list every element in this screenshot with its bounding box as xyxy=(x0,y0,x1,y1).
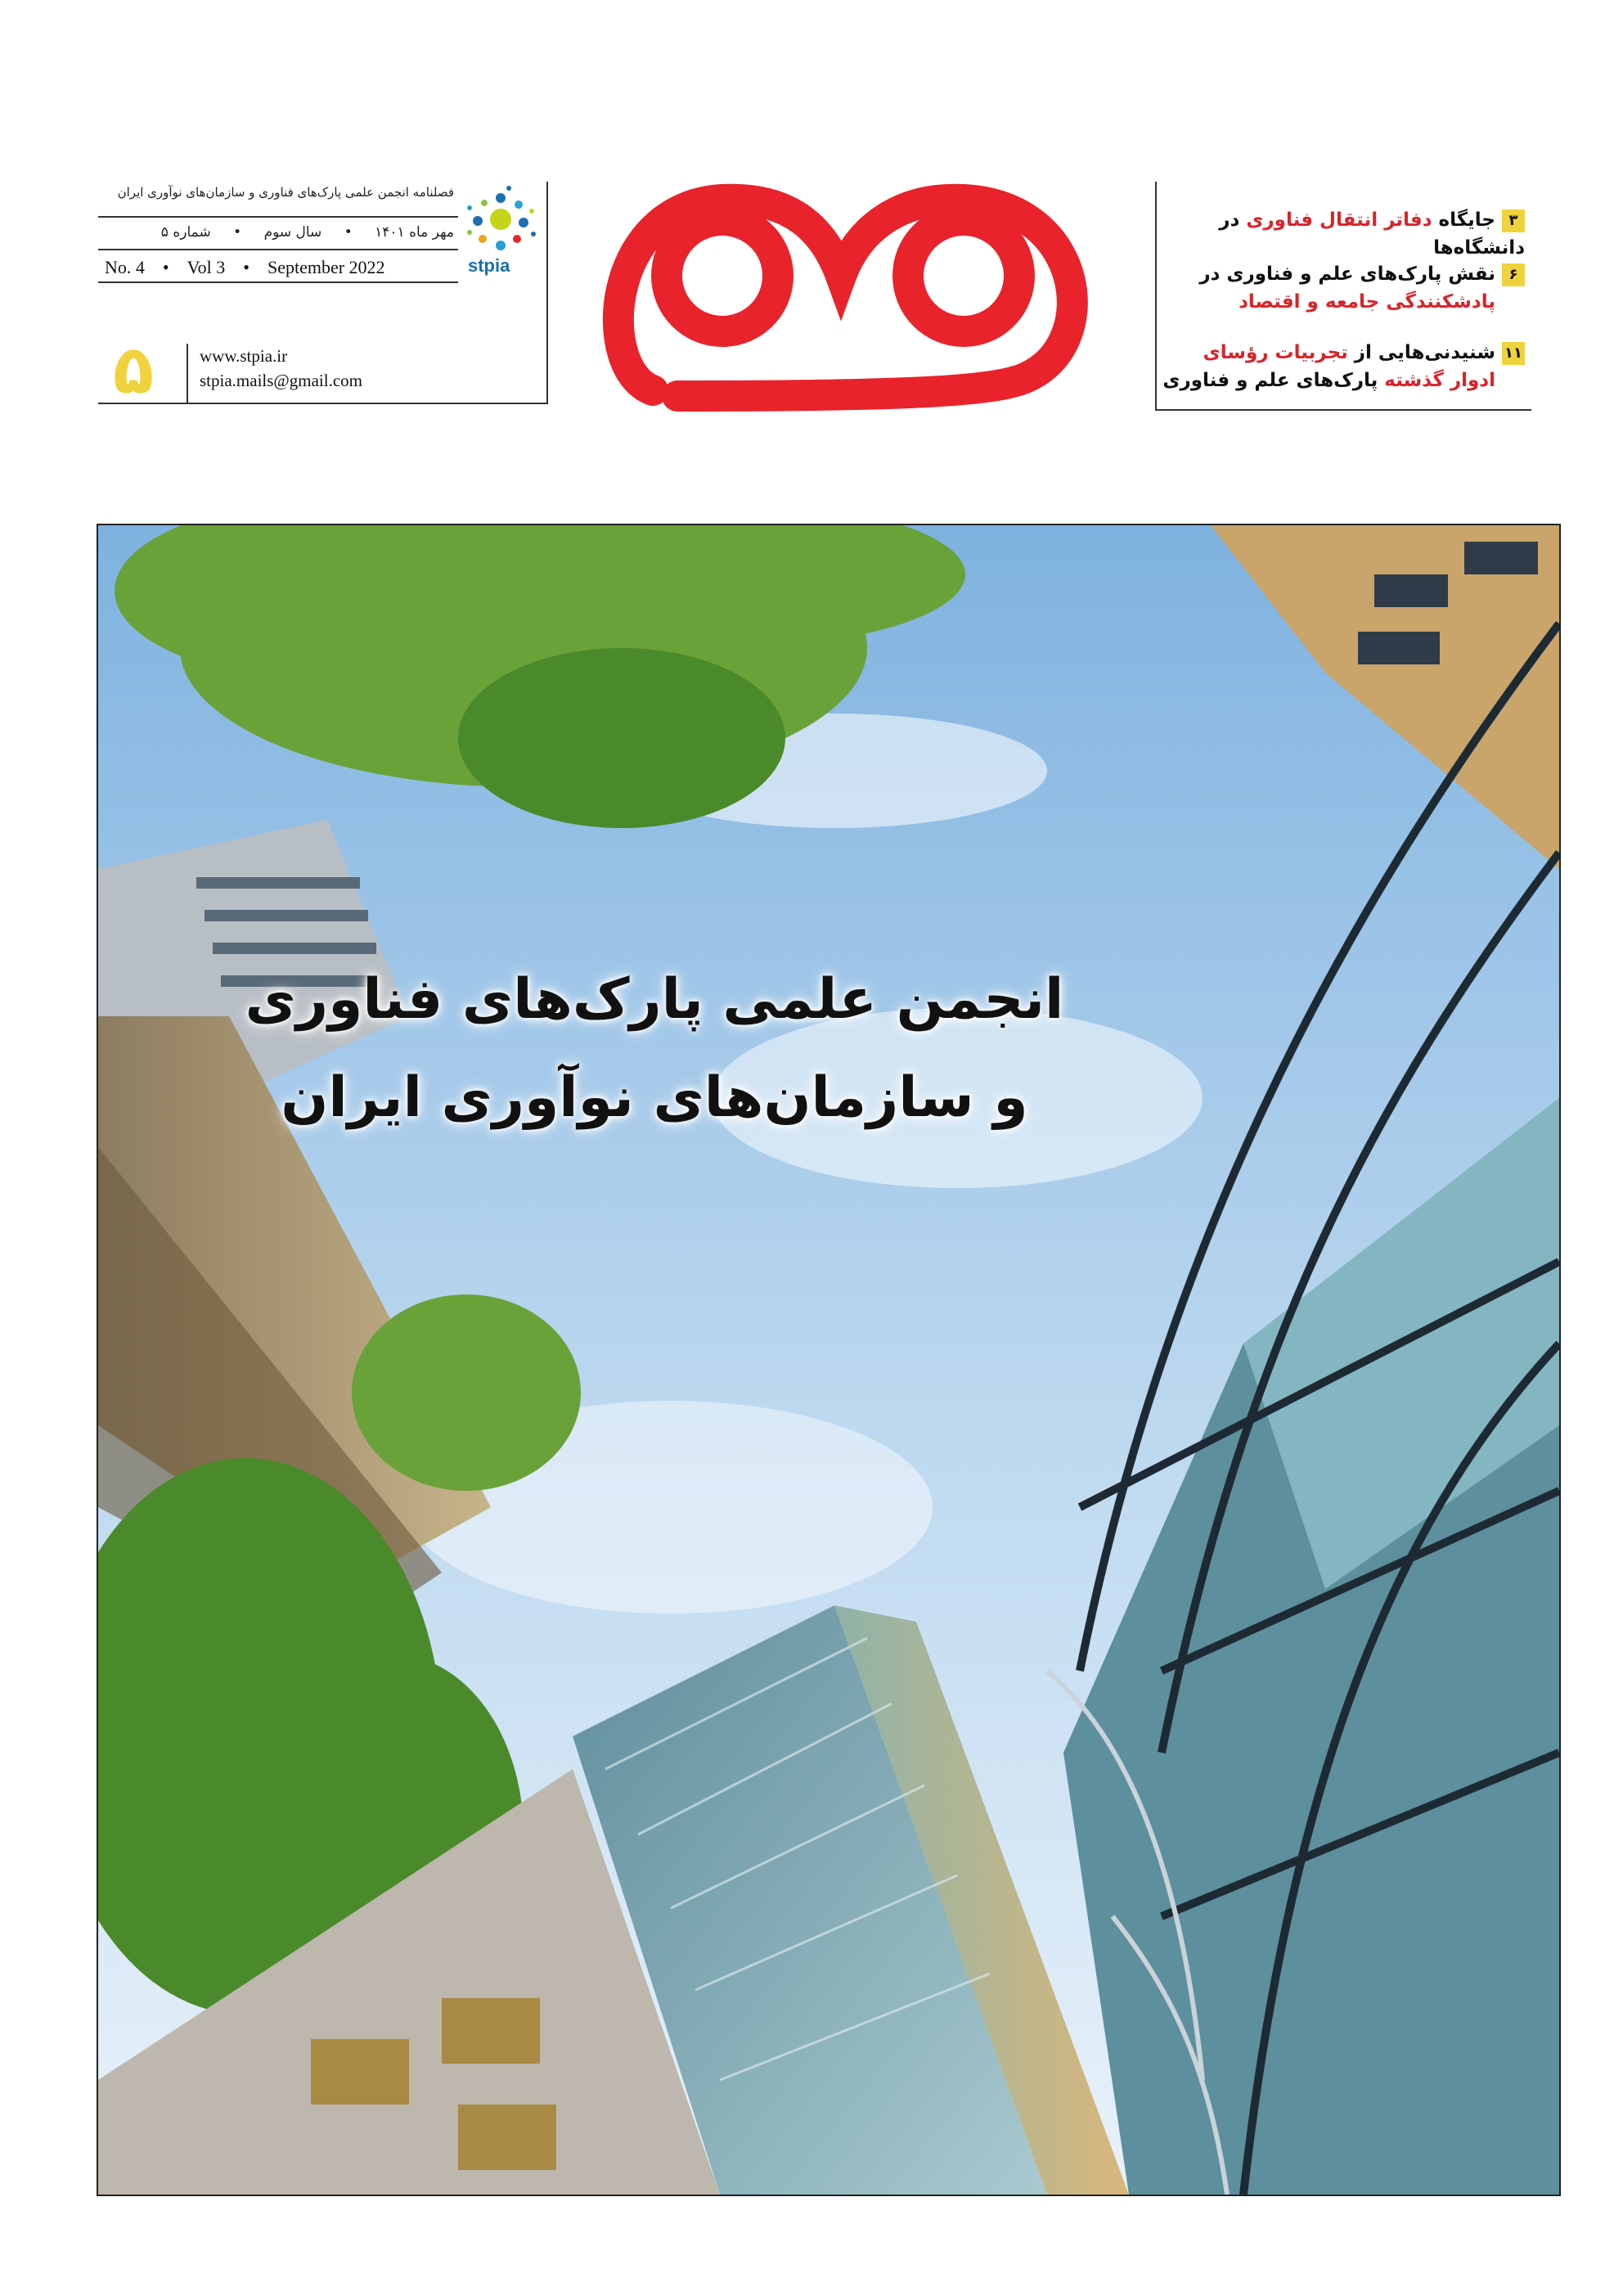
divider xyxy=(98,281,458,283)
toc-text: نقش پارک‌های علم و فناوری در xyxy=(1199,263,1495,285)
headline-line-1: انجمن علمی پارک‌های فناوری xyxy=(245,967,1064,1032)
cover-headline xyxy=(98,951,1211,1147)
skyscrapers-illustration xyxy=(98,525,1559,2195)
toc-text-highlight: ادوار گذشته xyxy=(1384,370,1495,391)
toc-text-highlight: پادشکنندگی جامعه و اقتصاد xyxy=(1239,291,1495,313)
website-link[interactable]: www.stpia.ir xyxy=(200,346,288,366)
table-of-contents xyxy=(1155,182,1531,411)
issue-info-box xyxy=(98,182,548,409)
year-fa: سال سوم xyxy=(263,224,322,241)
stpia-logo-text: stpia xyxy=(468,255,510,276)
persian-issue-line: مهر ماه ۱۴۰۱ • سال سوم • شماره ۵ xyxy=(160,224,454,241)
toc-item[interactable] xyxy=(1162,339,1525,394)
issue-number-large: ۵ xyxy=(113,331,155,409)
toc-text: پارک‌های علم و فناوری xyxy=(1162,370,1385,391)
email-link[interactable]: stpia.mails@gmail.com xyxy=(200,371,362,390)
divider xyxy=(98,216,458,218)
english-issue-line: No. 4 • Vol 3 • September 2022 xyxy=(105,257,385,277)
toc-text: شنیدنی‌هایی از xyxy=(1347,342,1495,363)
toc-item[interactable] xyxy=(1155,206,1525,262)
org-line: فصلنامه انجمن علمی پارک‌های فناوری و سازمان‌های نوآوری ایران xyxy=(117,185,454,200)
toc-page-badge: ۳ xyxy=(1502,209,1525,232)
toc-item[interactable] xyxy=(1199,260,1525,316)
toc-text: جایگاه xyxy=(1432,209,1495,231)
date-fa: مهر ماه ۱۴۰۱ xyxy=(375,224,454,241)
headline-line-2: و سازمان‌های نوآوری ایران xyxy=(281,1065,1028,1130)
contact-block xyxy=(187,344,362,403)
toc-text-highlight: تجربیات رؤسای xyxy=(1203,342,1348,363)
cover-photo xyxy=(97,524,1561,2196)
issue-en: No. 4 xyxy=(105,257,145,277)
toc-text: در دانشگاه‌ها xyxy=(1219,209,1525,259)
toc-page-badge: ۶ xyxy=(1502,263,1525,286)
masthead-logo xyxy=(579,182,1129,421)
toc-bottom-border xyxy=(1155,409,1531,411)
toc-page-badge: ۱۱ xyxy=(1502,342,1525,365)
masthead-logo-icon xyxy=(579,182,1129,421)
info-box-right-border xyxy=(546,182,548,404)
issue-fa: شماره ۵ xyxy=(160,224,211,241)
divider xyxy=(98,403,548,404)
divider xyxy=(98,249,458,250)
stpia-dots-icon xyxy=(460,182,542,257)
stpia-logo xyxy=(460,182,542,276)
toc-text-highlight: دفاتر انتقال فناوری xyxy=(1246,209,1432,231)
date-en: September 2022 xyxy=(267,257,385,277)
vol-en: Vol 3 xyxy=(187,257,226,277)
